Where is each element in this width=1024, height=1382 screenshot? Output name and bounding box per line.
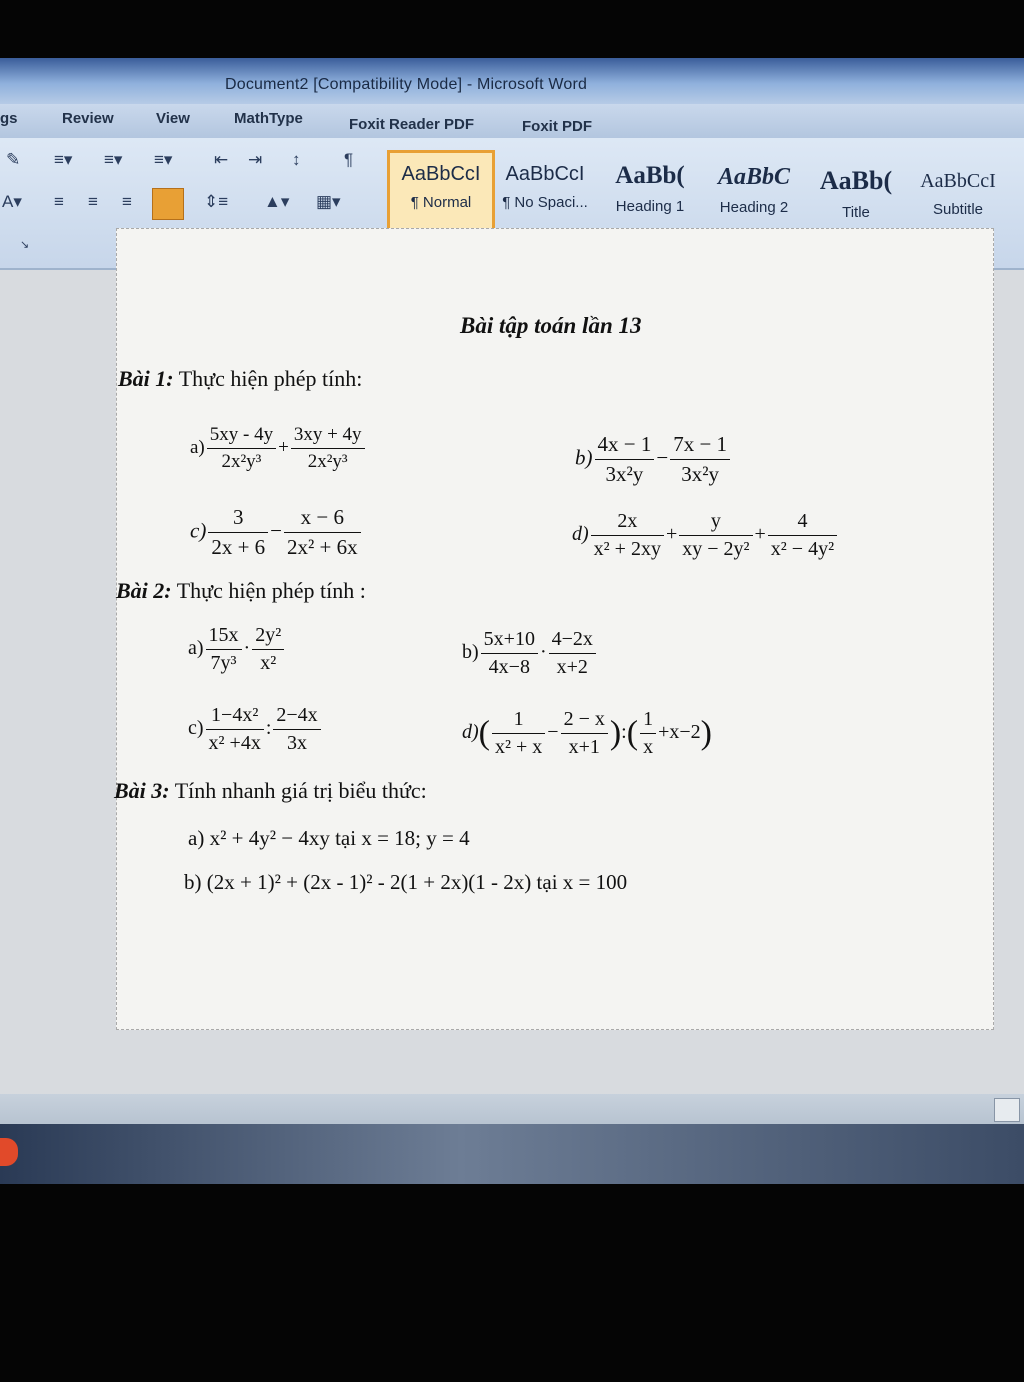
window-title: Document2 [Compatibility Mode] - Microsoft Word: [225, 76, 588, 93]
bai3-a: a) x² + 4y² − 4xy tại x = 18; y = 4: [188, 826, 470, 850]
bai2-c: c) $\frac{\text{1−4x²}}{\text{x² +4x}}$ : $\frac{2-4x}{3x}$: [188, 704, 323, 755]
pilcrow-icon[interactable]: ¶: [344, 150, 354, 169]
align-center-icon[interactable]: ≡: [88, 192, 98, 211]
style-normal[interactable]: AaBbCcI ¶ Normal: [387, 150, 495, 234]
dialog-launcher-icon[interactable]: ↘: [20, 239, 30, 251]
style-subtitle[interactable]: AaBbCcI Subtitle: [920, 170, 996, 218]
bai3-b: b) (2x + 1)² + (2x - 1)² - 2(1 + 2x)(1 - 2x) tại x = 100: [184, 870, 628, 894]
bai2-b: b) $\frac{5x+10}{4x-8}$ · $\frac{4-2x}{x+2}$: [462, 628, 598, 679]
shading-icon[interactable]: ▲▾: [264, 192, 290, 211]
bai1-a: a) $\frac{5xy - 4y}{\text{2x²y³}}$ + $\frac{3xy + 4y}{\text{2x²y³}}$: [190, 424, 367, 473]
multilevel-icon[interactable]: ≡▾: [154, 150, 173, 169]
menu-bar: [0, 104, 1024, 138]
document-heading: Bài tập toán lần 13: [460, 313, 642, 338]
spelling-icon[interactable]: ✎: [6, 150, 21, 169]
taskbar: [0, 1124, 1024, 1184]
title-bar: [0, 58, 1024, 104]
style-no-spacing[interactable]: AaBbCcI ¶ No Spaci...: [502, 163, 588, 211]
line-spacing-icon[interactable]: ⇕≡: [204, 192, 229, 211]
bai2-a: a) $\frac{15x}{\text{7y³}}$ · $\frac{\text{2y²}}{\text{x²}}$: [188, 624, 286, 675]
bai1-b: b) $\frac{4x - 1}{\text{3x²y}}$ − $\frac{7x - 1}{\text{3x²y}}$: [575, 432, 732, 487]
bai1-c: c) $\frac{3}{2x + 6}$ − $\frac{x - 6}{\text{2x² + 6x}}$: [190, 505, 363, 560]
bai3-heading: Bài 3: Tính nhanh giá trị biểu thức:: [114, 778, 427, 803]
tab-foxit-reader[interactable]: Foxit Reader PDF: [349, 116, 475, 133]
sort-icon[interactable]: ↕: [292, 150, 301, 169]
tab-mathtype[interactable]: MathType: [234, 110, 303, 127]
borders-icon[interactable]: ▦▾: [316, 192, 341, 211]
style-heading-2[interactable]: AaBbC Heading 2: [717, 164, 791, 216]
tab-foxit-pdf[interactable]: Foxit PDF: [522, 118, 592, 135]
justify-icon[interactable]: [152, 188, 184, 220]
align-left-icon[interactable]: ≡: [54, 192, 64, 211]
style-title[interactable]: AaBb( Title: [819, 166, 893, 221]
bai2-heading: Bài 2: Thực hiện phép tính :: [116, 578, 366, 603]
style-heading-1[interactable]: AaBb( Heading 1: [615, 162, 685, 215]
align-right-icon[interactable]: ≡: [122, 192, 132, 211]
view-icon[interactable]: [994, 1098, 1020, 1122]
decrease-indent-icon[interactable]: ⇤: [214, 150, 229, 169]
bai2-d: d)( $\frac{1}{\text{x² + x}}$ − $\frac{2 - x}{x+1}$ ):( $\frac{1}{x}$ +x−2): [462, 708, 712, 758]
numbering-icon[interactable]: ≡▾: [104, 150, 123, 169]
font-color-icon[interactable]: A▾: [2, 192, 22, 211]
tab-review[interactable]: Review: [62, 110, 114, 127]
tab-view[interactable]: View: [156, 110, 190, 127]
bai1-d: d) $\frac{2x}{\text{x² + 2xy}}$ + $\frac{y}{\text{xy − 2y²}}$ + $\frac{4}{\text{x² − 4y²}}$: [572, 510, 839, 561]
bullets-icon[interactable]: ≡▾: [54, 150, 73, 169]
tab-settings[interactable]: gs: [0, 110, 18, 127]
bai1-heading: Bài 1: Thực hiện phép tính:: [118, 366, 363, 391]
increase-indent-icon[interactable]: ⇥: [248, 150, 263, 169]
